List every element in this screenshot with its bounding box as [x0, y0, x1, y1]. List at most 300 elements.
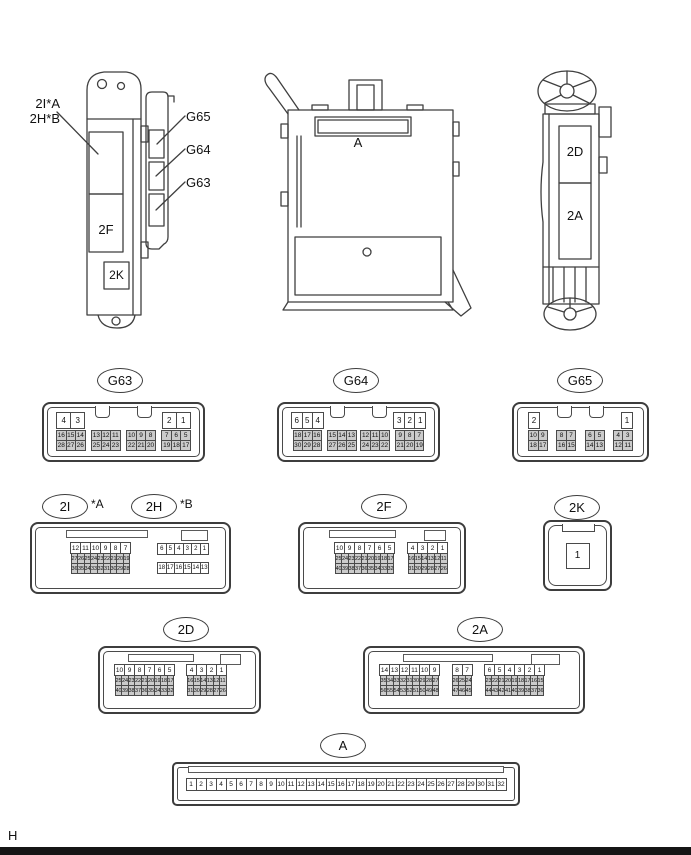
pin-cell-G64-24: 24	[361, 442, 370, 449]
pin-cell-2D-20: 20	[147, 675, 155, 686]
pin-cell-G63-23: 23	[111, 442, 120, 449]
tag-label: 2F	[376, 499, 392, 514]
pin-block	[407, 532, 448, 584]
pin-cell-2A-17: 17	[524, 675, 532, 686]
pin-cell-2I-4: 4	[174, 543, 184, 555]
tag-label: 2K	[569, 500, 585, 515]
pin-cell-G64-11: 11	[371, 432, 379, 439]
pin-row	[380, 685, 440, 696]
pin-cell-G63-4: 4	[56, 412, 71, 429]
pin-cell-2A-39: 39	[517, 685, 525, 696]
pin-cell-2F-21: 21	[361, 553, 369, 564]
pin-cell-2F-40: 40	[335, 563, 343, 574]
pin-row	[566, 543, 590, 569]
pin-cell-2F-9: 9	[344, 542, 355, 554]
pin-block	[126, 412, 156, 451]
pin-row	[408, 563, 448, 574]
pin-cell-A-12: 12	[296, 778, 307, 791]
pin-block	[186, 778, 507, 791]
pin-cell-2D-1: 1	[216, 664, 227, 676]
pin-cell-G65-14: 14	[586, 442, 594, 449]
pin-block	[70, 532, 131, 584]
pin-cell-2F-34: 34	[374, 563, 382, 574]
pin-cell-2A-41: 41	[504, 685, 512, 696]
pin-cell-G64-26: 26	[338, 442, 346, 449]
connector-pinout-2f	[298, 522, 466, 594]
pin-cell-2D-7: 7	[144, 664, 155, 676]
pin-cell-2F-18: 18	[380, 553, 388, 564]
pin-cell-G64-14: 14	[338, 432, 346, 439]
pin-cell-2D-39: 39	[121, 685, 129, 696]
connector-pinout-2d	[98, 646, 261, 714]
pin-cell-G64-8: 8	[404, 430, 415, 441]
pin-cell-G63-2: 2	[162, 412, 177, 429]
pin-cell-G64-12: 12	[361, 432, 370, 439]
pin-cell-G63-12: 12	[102, 432, 110, 439]
pin-cell-2D-18: 18	[160, 675, 168, 686]
pin-cell-2A-33: 33	[393, 675, 401, 686]
pin-cell-2A-37: 37	[530, 685, 538, 696]
pin-cell-2D-13: 13	[206, 675, 214, 686]
pin-cell-2F-25: 25	[335, 553, 343, 564]
pin-cell-2A-52: 52	[406, 685, 414, 696]
pin-cell-2D-36: 36	[141, 685, 149, 696]
pin-cell-G64-7: 7	[414, 430, 425, 441]
pin-cell-2F-39: 39	[341, 563, 349, 574]
bottom-bar	[0, 847, 691, 855]
pin-cell-2A-4: 4	[504, 664, 515, 676]
pin-cell-2A-45: 45	[465, 685, 473, 696]
pin-row	[91, 440, 121, 451]
pin-cell-2I-8: 8	[110, 542, 121, 554]
pin-cell-A-21: 21	[386, 778, 397, 791]
pin-cell-2D-8: 8	[134, 664, 145, 676]
pin-cell-A-8: 8	[256, 778, 267, 791]
pin-cell-2A-3: 3	[514, 664, 525, 676]
pin-cell-2I-17: 17	[166, 562, 176, 574]
pin-cell-2D-38: 38	[128, 685, 136, 696]
pin-cell-2D-28: 28	[206, 685, 214, 696]
tag-label: G65	[567, 373, 593, 388]
pin-cell-2A-6: 6	[484, 664, 495, 676]
pin-cell-2D-22: 22	[134, 675, 142, 686]
connector-tag-2f	[361, 494, 407, 519]
pin-cell-A-30: 30	[476, 778, 487, 791]
pin-cell-A-11: 11	[286, 778, 297, 791]
pin-cell-2A-25: 25	[458, 675, 466, 686]
pin-block	[334, 532, 395, 584]
pin-block	[186, 656, 227, 704]
pin-cell-2F-14: 14	[421, 553, 429, 564]
pin-cell-2I-7: 7	[120, 542, 131, 554]
pin-cell-2A-28: 28	[425, 675, 433, 686]
label-2a: 2A	[567, 208, 583, 223]
pin-cell-2A-44: 44	[485, 685, 493, 696]
pin-cell-2A-56: 56	[380, 685, 388, 696]
pin-cell-2F-6: 6	[374, 542, 385, 554]
tag-label: 2I	[59, 499, 71, 514]
pin-cell-G63-1: 1	[176, 412, 191, 429]
pin-cell-2I-30: 30	[110, 563, 118, 574]
pin-row	[335, 563, 395, 574]
pin-cell-G63-27: 27	[67, 442, 75, 449]
pin-block	[613, 412, 633, 451]
pin-cell-G65-17: 17	[539, 442, 547, 449]
pin-cell-G65-10: 10	[529, 432, 537, 439]
pin-block	[393, 412, 426, 451]
pin-cell-G64-25: 25	[347, 442, 356, 449]
pin-block	[91, 412, 121, 451]
pin-cell-2D-31: 31	[187, 685, 195, 696]
connector-tag-2k	[554, 495, 600, 520]
pin-cell-2I-11: 11	[80, 542, 91, 554]
pin-row	[187, 685, 227, 696]
pin-cell-A-25: 25	[426, 778, 437, 791]
pin-cell-2I-22: 22	[103, 553, 111, 564]
pin-cell-2F-31: 31	[408, 563, 416, 574]
pin-cell-A-1: 1	[186, 778, 197, 791]
upper-connector-rect	[89, 132, 123, 194]
front-view-drawing	[257, 62, 469, 334]
pin-cell-2I-5: 5	[166, 543, 176, 555]
pin-cell-2D-14: 14	[200, 675, 208, 686]
bottom-right-leg	[445, 270, 471, 316]
pin-cell-2I-29: 29	[116, 563, 124, 574]
pin-row	[395, 440, 425, 451]
pin-cell-2F-3: 3	[417, 542, 428, 554]
connector-tag-a	[320, 733, 366, 758]
pin-cell-2A-2: 2	[524, 664, 535, 676]
pin-cell-2D-34: 34	[154, 685, 162, 696]
pin-cell-G63-6: 6	[171, 430, 182, 441]
pin-cell-2F-29: 29	[421, 563, 429, 574]
pin-cell-G63-16: 16	[57, 432, 65, 439]
connector-pinout-g65	[512, 402, 649, 462]
pin-cell-G65-15: 15	[567, 442, 575, 449]
pin-cell-A-27: 27	[446, 778, 457, 791]
pin-cell-2D-40: 40	[115, 685, 123, 696]
pin-cell-G63-10: 10	[127, 432, 136, 439]
pin-cell-2D-5: 5	[164, 664, 175, 676]
pin-cell-G64-4: 4	[312, 412, 324, 429]
tag-label: 2A	[472, 622, 488, 637]
pin-cell-A-9: 9	[266, 778, 277, 791]
page-index-letter: H	[8, 828, 18, 843]
tag-label: 2H	[145, 499, 163, 514]
pin-cell-A-4: 4	[216, 778, 227, 791]
callout-i2h	[12, 96, 60, 126]
pin-cell-G64-13: 13	[347, 432, 356, 439]
connector-pinout-2k	[543, 520, 612, 591]
pin-cell-A-32: 32	[496, 778, 507, 791]
tag-label: A	[338, 738, 348, 753]
pin-cell-2F-22: 22	[354, 553, 362, 564]
pin-cell-G65-12: 12	[614, 442, 622, 449]
pin-cell-2F-10: 10	[334, 542, 345, 554]
pin-row	[585, 440, 605, 451]
pin-row	[186, 778, 507, 791]
pin-cell-G64-19: 19	[415, 442, 423, 449]
pin-cell-G63-22: 22	[127, 442, 136, 449]
pin-cell-A-3: 3	[206, 778, 217, 791]
pin-cell-2A-35: 35	[380, 675, 388, 686]
pin-cell-2F-1: 1	[437, 542, 448, 554]
connector-housing	[103, 651, 256, 709]
pin-block	[528, 412, 548, 451]
pin-cell-2F-24: 24	[341, 553, 349, 564]
pin-cell-2I-25: 25	[84, 553, 92, 564]
pin-cell-2D-33: 33	[160, 685, 168, 696]
pin-cell-G63-24: 24	[102, 442, 110, 449]
pin-cell-A-31: 31	[486, 778, 497, 791]
pin-cell-2A-50: 50	[419, 685, 427, 696]
leader-line-i2h	[57, 112, 98, 154]
connector-pinout-2i-2h	[30, 522, 231, 594]
top-cap-outline	[87, 72, 141, 119]
pin-cell-G64-27: 27	[328, 442, 337, 449]
pin-cell-2A-11: 11	[409, 664, 420, 676]
pin-cell-2A-29: 29	[419, 675, 427, 686]
pin-row	[161, 440, 191, 451]
pin-cell-2I-15: 15	[183, 562, 193, 574]
pin-cell-2F-35: 35	[367, 563, 375, 574]
pin-cell-2D-29: 29	[200, 685, 208, 696]
pin-row	[71, 563, 131, 574]
pin-cell-2A-42: 42	[498, 685, 506, 696]
pin-cell-G65-4: 4	[613, 430, 624, 441]
pin-cell-2F-12: 12	[434, 553, 442, 564]
connector-tag-2d	[163, 617, 209, 642]
pin-cell-G65-5: 5	[594, 430, 605, 441]
pin-row	[56, 440, 86, 451]
pin-cell-A-17: 17	[346, 778, 357, 791]
pin-cell-A-26: 26	[436, 778, 447, 791]
pin-cell-G63-20: 20	[146, 442, 155, 449]
pin-block	[556, 412, 576, 451]
pin-cell-2A-36: 36	[537, 685, 545, 696]
pin-cell-2A-30: 30	[412, 675, 420, 686]
pin-cell-2A-49: 49	[425, 685, 433, 696]
pin-block	[566, 543, 590, 569]
pin-row	[126, 440, 156, 451]
pin-cell-2A-10: 10	[419, 664, 430, 676]
pin-cell-2F-13: 13	[427, 553, 435, 564]
pin-cell-2A-31: 31	[406, 675, 414, 686]
tag-label: 2D	[177, 622, 195, 637]
pin-cell-A-19: 19	[366, 778, 377, 791]
pin-cell-2I-3: 3	[183, 543, 193, 555]
label-2f: 2F	[98, 222, 114, 237]
pin-cell-2F-15: 15	[414, 553, 422, 564]
pin-cell-G65-8: 8	[556, 430, 567, 441]
pin-cell-2I-18: 18	[157, 562, 167, 574]
pin-cell-G64-30: 30	[294, 442, 302, 449]
pin-cell-2F-19: 19	[374, 553, 382, 564]
pin-cell-G63-8: 8	[145, 430, 156, 441]
pin-cell-2D-21: 21	[141, 675, 149, 686]
connector-tag-g63	[97, 368, 143, 393]
pin-cell-2A-27: 27	[432, 675, 440, 686]
pin-row	[528, 440, 548, 451]
pin-row	[56, 412, 85, 429]
pin-cell-2F-23: 23	[348, 553, 356, 564]
pin-cell-G63-17: 17	[182, 442, 190, 449]
pin-cell-2A-16: 16	[530, 675, 538, 686]
pin-cell-2A-34: 34	[386, 675, 394, 686]
pin-cell-G64-6: 6	[291, 412, 303, 429]
pin-cell-2D-12: 12	[213, 675, 221, 686]
callout-line-1: 2I*A	[35, 96, 60, 111]
pin-cell-2I-35: 35	[77, 563, 85, 574]
pin-cell-2A-24: 24	[465, 675, 473, 686]
pin-cell-2A-9: 9	[429, 664, 440, 676]
tag-suffix-a: *A	[91, 497, 104, 511]
pin-cell-G64-23: 23	[371, 442, 379, 449]
pin-cell-G65-18: 18	[529, 442, 537, 449]
pin-cell-G65-11: 11	[624, 442, 632, 449]
pin-cell-2I-20: 20	[116, 553, 124, 564]
pin-row	[162, 412, 191, 429]
pin-cell-G63-3: 3	[70, 412, 85, 429]
pin-cell-2I-13: 13	[200, 562, 210, 574]
pin-cell-A-2: 2	[196, 778, 207, 791]
pin-block	[452, 656, 473, 704]
right-side-view-drawing	[523, 62, 691, 334]
pin-cell-2D-10: 10	[114, 664, 125, 676]
pin-row	[452, 685, 473, 696]
pin-cell-G64-28: 28	[313, 442, 321, 449]
pin-block	[585, 412, 605, 451]
pin-cell-2F-26: 26	[440, 563, 448, 574]
pin-cell-2I-32: 32	[97, 563, 105, 574]
pin-cell-G64-10: 10	[380, 432, 389, 439]
connector-housing	[177, 767, 515, 801]
pin-cell-2A-32: 32	[399, 675, 407, 686]
pin-row	[621, 412, 633, 429]
pin-cell-2A-51: 51	[412, 685, 420, 696]
pin-cell-A-28: 28	[456, 778, 467, 791]
pin-cell-G63-15: 15	[67, 432, 75, 439]
connector-pinout-g64	[277, 402, 440, 462]
pin-cell-G63-21: 21	[137, 442, 145, 449]
pin-cell-2I-34: 34	[84, 563, 92, 574]
pin-cell-2A-15: 15	[537, 675, 545, 686]
pin-cell-G63-13: 13	[92, 432, 101, 439]
pin-cell-2A-12: 12	[399, 664, 410, 676]
pin-cell-2F-20: 20	[367, 553, 375, 564]
pin-cell-2I-16: 16	[174, 562, 184, 574]
pin-cell-2F-2: 2	[427, 542, 438, 554]
pin-cell-2I-19: 19	[123, 553, 131, 564]
connector-tag-2h	[131, 494, 177, 519]
pin-cell-G64-9: 9	[395, 430, 406, 441]
pin-cell-2D-6: 6	[154, 664, 165, 676]
pin-cell-2A-5: 5	[494, 664, 505, 676]
pin-cell-G63-25: 25	[92, 442, 101, 449]
pin-block	[157, 532, 209, 584]
pin-cell-A-10: 10	[276, 778, 287, 791]
pin-cell-2A-46: 46	[458, 685, 466, 696]
pin-cell-2A-48: 48	[432, 685, 440, 696]
pin-cell-2A-43: 43	[491, 685, 499, 696]
pin-cell-G64-29: 29	[303, 442, 311, 449]
pin-cell-2I-31: 31	[103, 563, 111, 574]
pin-cell-2D-37: 37	[134, 685, 142, 696]
pin-cell-2D-11: 11	[219, 675, 227, 686]
pin-cell-2A-22: 22	[491, 675, 499, 686]
pin-row	[360, 440, 390, 451]
pin-cell-G64-22: 22	[380, 442, 389, 449]
pin-cell-G64-20: 20	[406, 442, 414, 449]
pin-cell-2F-16: 16	[408, 553, 416, 564]
connector-housing	[548, 525, 607, 586]
pin-cell-A-18: 18	[356, 778, 367, 791]
pin-row	[528, 412, 540, 429]
pin-row	[485, 685, 545, 696]
connector-tag-g65	[557, 368, 603, 393]
pin-cell-2D-23: 23	[128, 675, 136, 686]
pin-row	[157, 562, 209, 574]
label-2k: 2K	[109, 268, 124, 282]
pin-block	[56, 412, 86, 451]
tag-suffix-b: *B	[180, 497, 193, 511]
pin-cell-2A-47: 47	[452, 685, 460, 696]
pin-cell-G63-28: 28	[57, 442, 65, 449]
pin-cell-G65-9: 9	[538, 430, 549, 441]
pin-cell-A-5: 5	[226, 778, 237, 791]
pin-cell-2A-53: 53	[399, 685, 407, 696]
pin-cell-2I-27: 27	[71, 553, 79, 564]
pin-cell-2A-7: 7	[462, 664, 473, 676]
pin-cell-2I-33: 33	[90, 563, 98, 574]
label-g65: G65	[186, 109, 211, 124]
pin-cell-2D-9: 9	[124, 664, 135, 676]
pin-cell-2D-2: 2	[206, 664, 217, 676]
pin-cell-A-24: 24	[416, 778, 427, 791]
pin-cell-G63-18: 18	[172, 442, 180, 449]
connector-pinout-2a	[363, 646, 585, 714]
pin-cell-2F-4: 4	[407, 542, 418, 554]
pin-cell-2F-36: 36	[361, 563, 369, 574]
pin-block	[114, 656, 175, 704]
pin-cell-2D-4: 4	[186, 664, 197, 676]
pin-cell-2A-55: 55	[386, 685, 394, 696]
pin-cell-2A-20: 20	[504, 675, 512, 686]
pin-block	[360, 412, 390, 451]
pin-cell-G64-16: 16	[313, 432, 321, 439]
pin-cell-A-16: 16	[336, 778, 347, 791]
pin-cell-G65-3: 3	[622, 430, 633, 441]
pin-cell-2F-30: 30	[414, 563, 422, 574]
pin-cell-2I-26: 26	[77, 553, 85, 564]
pin-cell-2F-11: 11	[440, 553, 448, 564]
connector-housing	[35, 527, 226, 589]
pin-cell-2F-7: 7	[364, 542, 375, 554]
pin-cell-G64-5: 5	[302, 412, 314, 429]
pin-cell-2I-28: 28	[123, 563, 131, 574]
pin-cell-2A-1: 1	[534, 664, 545, 676]
pin-cell-A-13: 13	[306, 778, 317, 791]
pin-cell-G63-11: 11	[112, 432, 119, 439]
pin-cell-G65-13: 13	[595, 442, 604, 449]
pin-cell-A-14: 14	[316, 778, 327, 791]
pin-block	[291, 412, 324, 451]
pin-cell-2D-24: 24	[121, 675, 129, 686]
label-g64: G64	[186, 142, 211, 157]
pin-cell-G64-15: 15	[328, 432, 337, 439]
pin-cell-2I-21: 21	[110, 553, 118, 564]
pin-cell-2I-9: 9	[100, 542, 111, 554]
